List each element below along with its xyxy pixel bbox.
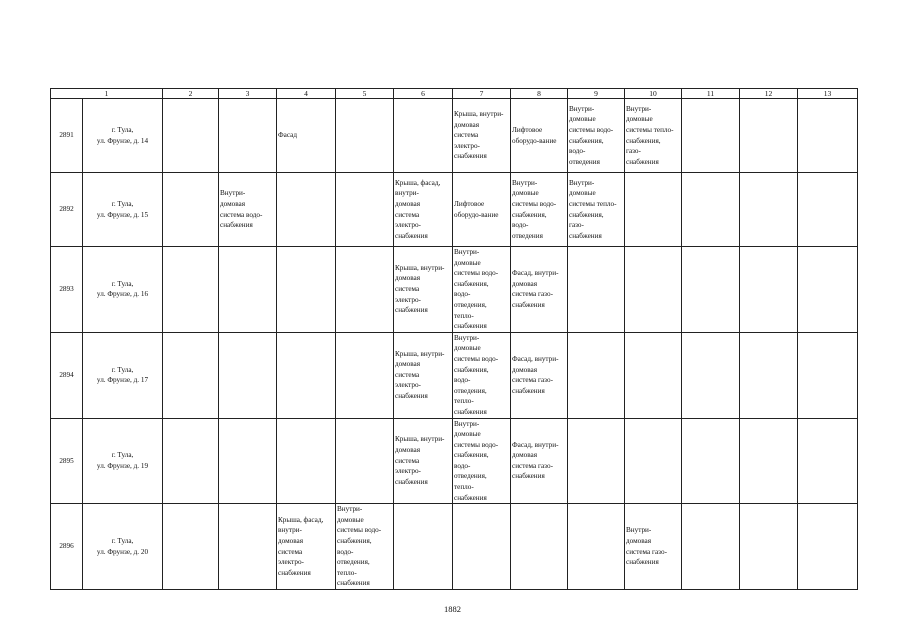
table-cell-col-5 — [336, 99, 394, 173]
table-cell-col-12 — [740, 173, 798, 247]
table-cell-col-12 — [740, 332, 798, 418]
header-row — [51, 89, 858, 99]
table-cell-col-3 — [219, 332, 277, 418]
table-cell-col-11 — [682, 332, 740, 418]
table-cell-col-13 — [798, 173, 858, 247]
table-cell-col-12 — [740, 418, 798, 504]
table-cell-col-3 — [219, 247, 277, 333]
column-header-4: 4 — [277, 89, 336, 99]
table-cell-col-12 — [740, 504, 798, 590]
table-cell-col-8: Фасад, внутри- домовая система газо- снабжения — [511, 418, 568, 504]
table-cell-col-6: Крыша, внутри- домовая система электро- снабжения — [394, 247, 453, 333]
table-cell-col-3 — [219, 418, 277, 504]
table-cell-col-6: Крыша, фасад, внутри- домовая система электро- снабжения — [394, 173, 453, 247]
table-cell-col-9 — [568, 332, 625, 418]
table-cell-col-10: Внутри- домовая система газо- снабжения — [625, 504, 682, 590]
table-cell-col-3 — [219, 504, 277, 590]
table-cell-col-7: Внутри- домовые системы водо- снабжения, водо- отведения, тепло- снабжения — [453, 247, 511, 333]
table-cell-col-11 — [682, 418, 740, 504]
table-cell-col-8 — [511, 504, 568, 590]
column-header-6: 6 — [394, 89, 453, 99]
table-cell-col-7: Лифтовое оборудо-вание — [453, 173, 511, 247]
schedule-table — [50, 88, 858, 590]
table-cell-col-9: Внутри- домовые системы водо- снабжения, водо- отведения — [568, 99, 625, 173]
table-cell-col-4: Фасад — [277, 99, 336, 173]
table-cell-col-4 — [277, 247, 336, 333]
table-cell-col-11 — [682, 247, 740, 333]
table-cell-col-7: Крыша, внутри- домовая система электро- снабжения — [453, 99, 511, 173]
table-cell-col-3 — [219, 99, 277, 173]
row-address: г. Тула, ул. Фрунзе, д. 19 — [83, 418, 163, 504]
table-cell-col-3: Внутри- домовая система водо- снабжения — [219, 173, 277, 247]
table-cell-col-5: Внутри- домовые системы водо- снабжения, водо- отведения, тепло- снабжения — [336, 504, 394, 590]
table-cell-col-6: Крыша, внутри- домовая система электро- снабжения — [394, 418, 453, 504]
table-cell-col-13 — [798, 418, 858, 504]
table-cell-col-4 — [277, 332, 336, 418]
table-cell-col-8: Внутри- домовые системы водо- снабжения, водо- отведения — [511, 173, 568, 247]
table-cell-col-8: Фасад, внутри- домовая система газо- снабжения — [511, 332, 568, 418]
table-cell-col-5 — [336, 247, 394, 333]
table-cell-col-11 — [682, 173, 740, 247]
table-cell-col-13 — [798, 247, 858, 333]
table-cell-col-10 — [625, 247, 682, 333]
table-cell-col-10: Внутри- домовые системы тепло- снабжения, газо- снабжения — [625, 99, 682, 173]
column-header-8: 8 — [511, 89, 568, 99]
table-cell-col-10 — [625, 332, 682, 418]
table-cell-col-8: Фасад, внутри- домовая система газо- снабжения — [511, 247, 568, 333]
table-cell-col-11 — [682, 504, 740, 590]
table-cell-col-2 — [163, 247, 219, 333]
column-header-7: 7 — [453, 89, 511, 99]
table-cell-col-12 — [740, 247, 798, 333]
column-header-11: 11 — [682, 89, 740, 99]
column-header-5: 5 — [336, 89, 394, 99]
column-header-2: 2 — [163, 89, 219, 99]
table-cell-col-12 — [740, 99, 798, 173]
table-cell-col-6: Крыша, внутри- домовая система электро- снабжения — [394, 332, 453, 418]
row-number: 2895 — [51, 418, 83, 504]
column-header-13: 13 — [798, 89, 858, 99]
table-cell-col-13 — [798, 504, 858, 590]
table-row — [51, 418, 858, 504]
table-cell-col-4 — [277, 173, 336, 247]
row-number: 2891 — [51, 99, 83, 173]
table-cell-col-2 — [163, 418, 219, 504]
column-header-3: 3 — [219, 89, 277, 99]
table-row — [51, 332, 858, 418]
table-cell-col-11 — [682, 99, 740, 173]
row-address: г. Тула, ул. Фрунзе, д. 20 — [83, 504, 163, 590]
table-cell-col-5 — [336, 173, 394, 247]
table-cell-col-7: Внутри- домовые системы водо- снабжения, водо- отведения, тепло- снабжения — [453, 332, 511, 418]
table-cell-col-7 — [453, 504, 511, 590]
column-header-10: 10 — [625, 89, 682, 99]
table-cell-col-4: Крыша, фасад, внутри- домовая система электро- снабжения — [277, 504, 336, 590]
table-cell-col-6 — [394, 99, 453, 173]
column-header-12: 12 — [740, 89, 798, 99]
table-cell-col-2 — [163, 504, 219, 590]
table-cell-col-6 — [394, 504, 453, 590]
table-cell-col-13 — [798, 332, 858, 418]
row-number: 2894 — [51, 332, 83, 418]
table-cell-col-9: Внутри- домовые системы тепло- снабжения, газо- снабжения — [568, 173, 625, 247]
row-number: 2892 — [51, 173, 83, 247]
table-cell-col-9 — [568, 418, 625, 504]
table-cell-col-2 — [163, 332, 219, 418]
row-address: г. Тула, ул. Фрунзе, д. 16 — [83, 247, 163, 333]
table-cell-col-4 — [277, 418, 336, 504]
table-cell-col-5 — [336, 418, 394, 504]
row-number: 2893 — [51, 247, 83, 333]
column-header-9: 9 — [568, 89, 625, 99]
row-address: г. Тула, ул. Фрунзе, д. 17 — [83, 332, 163, 418]
table-cell-col-13 — [798, 99, 858, 173]
table-body — [51, 89, 858, 590]
table-row — [51, 99, 858, 173]
row-number: 2896 — [51, 504, 83, 590]
row-address: г. Тула, ул. Фрунзе, д. 14 — [83, 99, 163, 173]
table-cell-col-7: Внутри- домовые системы водо- снабжения, водо- отведения, тепло- снабжения — [453, 418, 511, 504]
table-cell-col-9 — [568, 504, 625, 590]
table-cell-col-2 — [163, 173, 219, 247]
page-number: 1882 — [444, 604, 461, 614]
table-cell-col-10 — [625, 418, 682, 504]
table-cell-col-5 — [336, 332, 394, 418]
table-row — [51, 247, 858, 333]
row-address: г. Тула, ул. Фрунзе, д. 15 — [83, 173, 163, 247]
column-header-1: 1 — [51, 89, 163, 99]
table-cell-col-9 — [568, 247, 625, 333]
table-cell-col-8: Лифтовое оборудо-вание — [511, 99, 568, 173]
table-row — [51, 173, 858, 247]
table-cell-col-2 — [163, 99, 219, 173]
table-row — [51, 504, 858, 590]
table-cell-col-10 — [625, 173, 682, 247]
